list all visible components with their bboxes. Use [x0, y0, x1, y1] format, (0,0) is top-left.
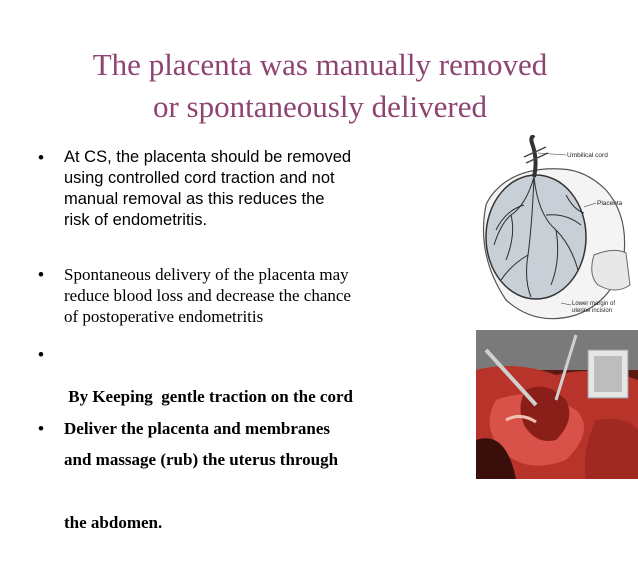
bullet-marker: • — [38, 148, 44, 167]
bullet-marker: • — [38, 345, 44, 364]
bullet-line: reduce blood loss and decrease the chance — [64, 286, 351, 305]
hand-shape — [592, 250, 630, 290]
placenta-shape — [486, 175, 586, 299]
placenta-label: Placenta — [597, 200, 623, 207]
bullet-line: risk of endometritis. — [64, 211, 208, 229]
bullet-line: the abdomen. — [64, 513, 163, 532]
bullet-line: manual removal as this reduces the — [64, 190, 325, 208]
bullet-text — [64, 147, 351, 231]
bullet-line: By Keeping gentle traction on the cord — [64, 387, 353, 406]
title-line-1: The placenta was manually removed — [92, 47, 548, 82]
bullet-text — [64, 418, 330, 439]
bullet-line: Deliver the placenta and membranes — [64, 419, 330, 438]
bullet-text — [64, 264, 351, 327]
umbilical-cord-label: Umbilical cord — [567, 152, 608, 159]
bullet-text — [64, 344, 353, 575]
slide-title — [20, 44, 620, 128]
title-line-2: or spontaneously delivered — [152, 89, 488, 124]
surgical-photo — [476, 330, 638, 479]
bullet-line: Spontaneous delivery of the placenta may — [64, 265, 349, 284]
bullet-line: At CS, the placenta should be removed — [64, 148, 352, 166]
lower-margin-label-2: uterine incision — [572, 308, 613, 314]
bullet-marker: • — [38, 419, 44, 438]
bullet-marker: • — [38, 265, 44, 284]
placenta-diagram — [466, 135, 632, 335]
bullet-line: using controlled cord traction and not — [64, 169, 335, 187]
bullet-line: of postoperative endometritis — [64, 307, 264, 326]
bullet-line: and massage (rub) the uterus through — [64, 450, 339, 469]
lower-margin-label-1: Lower margin of — [572, 301, 616, 307]
